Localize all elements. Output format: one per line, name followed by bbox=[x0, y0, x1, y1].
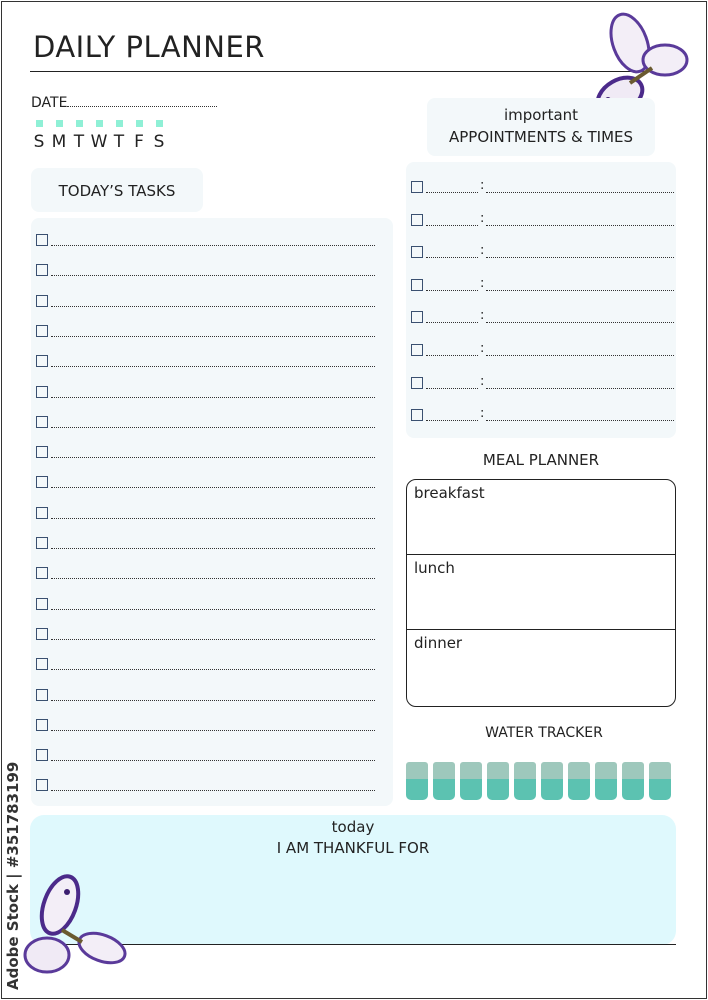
appointment-checkbox[interactable] bbox=[411, 311, 423, 323]
weekday-selector bbox=[31, 120, 167, 152]
meal-planner-heading: MEAL PLANNER bbox=[482, 451, 600, 469]
thankful-heading-top: today bbox=[331, 818, 375, 836]
task-checkbox[interactable] bbox=[36, 355, 48, 367]
appointment-checkbox[interactable] bbox=[411, 344, 423, 356]
task-row[interactable] bbox=[36, 749, 375, 761]
water-tracker bbox=[406, 762, 671, 800]
task-row[interactable] bbox=[36, 628, 375, 640]
water-glass-icon[interactable] bbox=[622, 762, 644, 800]
weekday-marker[interactable] bbox=[156, 120, 163, 127]
task-checkbox[interactable] bbox=[36, 416, 48, 428]
appointment-row[interactable] bbox=[411, 308, 674, 323]
task-checkbox[interactable] bbox=[36, 234, 48, 246]
appointment-line[interactable] bbox=[486, 191, 674, 193]
task-line[interactable] bbox=[51, 486, 375, 488]
weekday-marker[interactable] bbox=[96, 120, 103, 127]
meal-label: lunch bbox=[414, 559, 455, 577]
task-row[interactable] bbox=[36, 416, 375, 428]
appointment-time[interactable] bbox=[426, 191, 478, 193]
weekday-4[interactable] bbox=[111, 120, 127, 152]
appointment-row[interactable] bbox=[411, 406, 674, 421]
water-tracker-heading: WATER TRACKER bbox=[485, 725, 603, 741]
task-line[interactable] bbox=[51, 789, 375, 791]
time-separator: : bbox=[480, 243, 485, 259]
title-divider bbox=[30, 71, 676, 72]
appointment-line[interactable] bbox=[486, 419, 674, 421]
appointments-heading-top: important bbox=[503, 106, 579, 124]
task-checkbox[interactable] bbox=[36, 689, 48, 701]
task-line[interactable] bbox=[51, 305, 375, 307]
weekday-label: S bbox=[33, 132, 45, 152]
tasks-header bbox=[31, 168, 203, 212]
task-line[interactable] bbox=[51, 396, 375, 398]
appointments-heading: APPOINTMENTS & TIMES bbox=[448, 128, 634, 146]
date-field[interactable] bbox=[31, 95, 217, 111]
weekday-label: F bbox=[134, 132, 144, 152]
tasks-heading: TODAY’S TASKS bbox=[58, 182, 176, 200]
water-glass-icon[interactable] bbox=[514, 762, 536, 800]
tasks-list bbox=[31, 218, 393, 806]
weekday-label: W bbox=[90, 132, 108, 152]
date-label: DATE bbox=[31, 95, 68, 111]
task-row[interactable] bbox=[36, 234, 375, 246]
weekday-marker[interactable] bbox=[116, 120, 123, 127]
task-line[interactable] bbox=[51, 608, 375, 610]
thankful-heading: I AM THANKFUL FOR bbox=[276, 839, 430, 857]
water-glass-icon[interactable] bbox=[460, 762, 482, 800]
task-row[interactable] bbox=[36, 689, 375, 701]
weekday-5[interactable] bbox=[131, 120, 147, 152]
appointment-line[interactable] bbox=[486, 387, 674, 389]
appointment-time[interactable] bbox=[426, 289, 478, 291]
time-separator: : bbox=[480, 178, 485, 193]
task-checkbox[interactable] bbox=[36, 537, 48, 549]
task-checkbox[interactable] bbox=[36, 264, 48, 276]
task-line[interactable] bbox=[51, 517, 375, 519]
task-row[interactable] bbox=[36, 537, 375, 549]
weekday-0[interactable] bbox=[31, 120, 47, 152]
appointment-time[interactable] bbox=[426, 419, 478, 421]
task-row[interactable] bbox=[36, 446, 375, 458]
task-row[interactable] bbox=[36, 507, 375, 519]
task-line[interactable] bbox=[51, 365, 375, 367]
task-checkbox[interactable] bbox=[36, 719, 48, 731]
water-glass-icon[interactable] bbox=[568, 762, 590, 800]
task-checkbox[interactable] bbox=[36, 446, 48, 458]
appointment-row[interactable] bbox=[411, 276, 674, 291]
appointment-row[interactable] bbox=[411, 341, 674, 356]
meal-label: dinner bbox=[414, 634, 463, 652]
task-line[interactable] bbox=[51, 426, 375, 428]
weekday-label: T bbox=[73, 132, 85, 152]
butterfly-icon bbox=[12, 870, 132, 982]
appointments-header bbox=[427, 98, 655, 156]
appointment-time[interactable] bbox=[426, 321, 478, 323]
time-separator: : bbox=[480, 275, 485, 291]
time-separator: : bbox=[480, 341, 485, 356]
task-checkbox[interactable] bbox=[36, 749, 48, 761]
appointment-row[interactable] bbox=[411, 211, 674, 226]
task-line[interactable] bbox=[51, 638, 375, 640]
meal-breakfast[interactable] bbox=[407, 480, 675, 555]
task-checkbox[interactable] bbox=[36, 598, 48, 610]
task-row[interactable] bbox=[36, 264, 375, 276]
task-row[interactable] bbox=[36, 598, 375, 610]
task-checkbox[interactable] bbox=[36, 658, 48, 670]
appointment-line[interactable] bbox=[486, 321, 674, 323]
task-line[interactable] bbox=[51, 244, 375, 246]
task-row[interactable] bbox=[36, 658, 375, 670]
weekday-label: T bbox=[113, 132, 125, 152]
appointment-row[interactable] bbox=[411, 178, 674, 193]
water-glass-icon[interactable] bbox=[406, 762, 428, 800]
appointment-time[interactable] bbox=[426, 354, 478, 356]
task-checkbox[interactable] bbox=[36, 476, 48, 488]
task-line[interactable] bbox=[51, 729, 375, 731]
meal-dinner[interactable] bbox=[407, 630, 675, 705]
appointments-list bbox=[406, 162, 676, 438]
task-checkbox[interactable] bbox=[36, 567, 48, 579]
meal-planner-table bbox=[406, 479, 676, 707]
weekday-marker[interactable] bbox=[36, 120, 43, 127]
appointment-line[interactable] bbox=[486, 289, 674, 291]
task-checkbox[interactable] bbox=[36, 507, 48, 519]
weekday-6[interactable] bbox=[151, 120, 167, 152]
task-checkbox[interactable] bbox=[36, 386, 48, 398]
task-row[interactable] bbox=[36, 355, 375, 367]
task-line[interactable] bbox=[51, 699, 375, 701]
water-glass-icon[interactable] bbox=[487, 762, 509, 800]
task-checkbox[interactable] bbox=[36, 628, 48, 640]
task-checkbox[interactable] bbox=[36, 779, 48, 791]
task-line[interactable] bbox=[51, 547, 375, 549]
weekday-marker[interactable] bbox=[56, 120, 63, 127]
meal-label: breakfast bbox=[414, 484, 485, 502]
time-separator: : bbox=[480, 406, 485, 422]
time-separator: : bbox=[480, 308, 485, 324]
appointment-checkbox[interactable] bbox=[411, 409, 423, 421]
watermark: Adobe Stock | #351783199 bbox=[4, 761, 22, 990]
weekday-marker[interactable] bbox=[76, 120, 83, 127]
water-glass-icon[interactable] bbox=[649, 762, 671, 800]
weekday-1[interactable] bbox=[51, 120, 67, 152]
task-row[interactable] bbox=[36, 476, 375, 488]
task-checkbox[interactable] bbox=[36, 325, 48, 337]
weekday-label: S bbox=[153, 132, 165, 152]
weekday-marker[interactable] bbox=[136, 120, 143, 127]
appointment-checkbox[interactable] bbox=[411, 181, 423, 193]
task-line[interactable] bbox=[51, 274, 375, 276]
appointment-row[interactable] bbox=[411, 243, 674, 258]
appointment-time[interactable] bbox=[426, 256, 478, 258]
appointment-row[interactable] bbox=[411, 374, 674, 389]
appointment-checkbox[interactable] bbox=[411, 246, 423, 258]
task-row[interactable] bbox=[36, 295, 375, 307]
appointment-checkbox[interactable] bbox=[411, 279, 423, 291]
page-title: DAILY PLANNER bbox=[33, 30, 265, 64]
task-row[interactable] bbox=[36, 779, 375, 791]
appointment-line[interactable] bbox=[486, 354, 674, 356]
appointment-time[interactable] bbox=[426, 224, 478, 226]
appointment-line[interactable] bbox=[486, 256, 674, 258]
appointment-checkbox[interactable] bbox=[411, 214, 423, 226]
meal-lunch[interactable] bbox=[407, 555, 675, 630]
task-line[interactable] bbox=[51, 759, 375, 761]
weekday-label: M bbox=[51, 132, 67, 152]
appointment-checkbox[interactable] bbox=[411, 377, 423, 389]
task-row[interactable] bbox=[36, 386, 375, 398]
task-line[interactable] bbox=[51, 577, 375, 579]
task-line[interactable] bbox=[51, 335, 375, 337]
task-row[interactable] bbox=[36, 325, 375, 337]
task-checkbox[interactable] bbox=[36, 295, 48, 307]
task-row[interactable] bbox=[36, 719, 375, 731]
task-line[interactable] bbox=[51, 456, 375, 458]
time-separator: : bbox=[480, 210, 485, 226]
appointment-line[interactable] bbox=[486, 224, 674, 226]
weekday-3[interactable] bbox=[91, 120, 107, 152]
water-glass-icon[interactable] bbox=[433, 762, 455, 800]
appointment-time[interactable] bbox=[426, 387, 478, 389]
task-line[interactable] bbox=[51, 668, 375, 670]
task-row[interactable] bbox=[36, 567, 375, 579]
weekday-2[interactable] bbox=[71, 120, 87, 152]
water-glass-icon[interactable] bbox=[541, 762, 563, 800]
time-separator: : bbox=[480, 373, 485, 389]
water-glass-icon[interactable] bbox=[595, 762, 617, 800]
